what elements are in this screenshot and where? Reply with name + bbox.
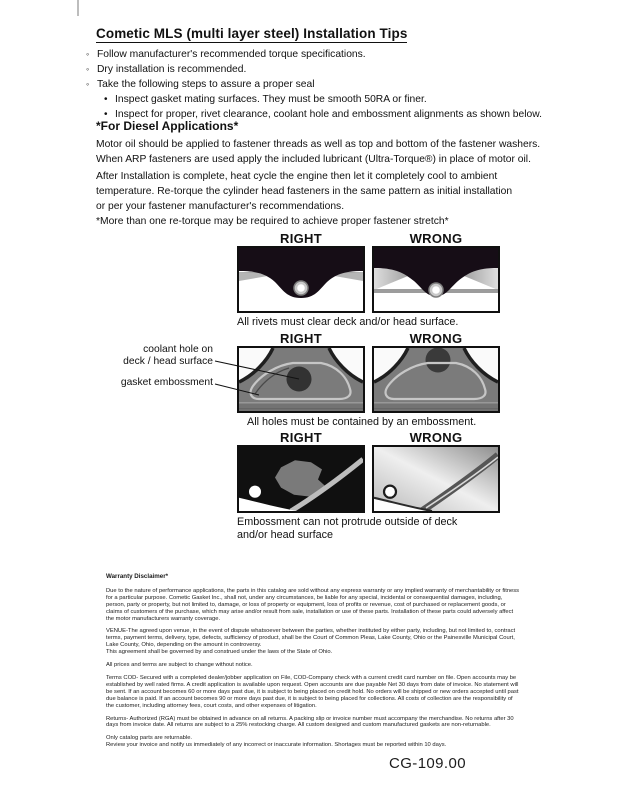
tip-text: Take the following steps to assure a proper seal: [97, 79, 315, 90]
row1-caption: All rivets must clear deck and/or head surface.: [237, 316, 459, 328]
open-bullet-icon: ◦: [86, 79, 90, 89]
annotation-pointer-lines: [205, 350, 315, 410]
paragraph-line: After Installation is complete, heat cycle the engine then let it completely cool to ambient: [96, 171, 498, 182]
embossment-right-diagram: [237, 445, 365, 513]
returnable-line: Only catalog parts are returnable.: [106, 735, 193, 742]
venue-paragraph: VENUE-The agreed upon venue, in the event of dispute whatsoever between the parties, whether instituted by either party, including, but not limited to, contract terms, payment terms, delivery, type, defects, sufficiency of product, shall be the Court of Common Pleas, Lake County, Ohio or the Painesville Municipal Court, Lake County, Ohio, depending on the amount in controversy.: [106, 628, 516, 649]
page-title: Cometic MLS (multi layer steel) Installation Tips: [96, 26, 408, 41]
rivet-clear-illustration: [239, 248, 363, 311]
terms-paragraph: Terms COD- Secured with a completed dealer/jobber application on File, COD-Company check with a current credit card number on file. Open accounts may be established by well rated firms. A credit application is available upon request. Open accounts are due payable Net 30 days from date of invoice. No statement will be sent. If an account becomes 60 or more days past due, it is subject to being placed on credit hold. No orders will be shipped or new orders accepted until past due balance is paid. If an account becomes 90 or more days past due, it is subject to being placed for collections. All costs of collection are the responsibility of the customer, including attorney fees, court costs, and other expenses of litigation.: [106, 674, 519, 709]
embossment-inside-deck-illustration: [239, 447, 363, 511]
review-line: Review your invoice and notify us immediately of any incorrect or inaccurate information. Shortages must be reported within 10 days.: [106, 742, 447, 749]
embossment-wrong-diagram: [372, 445, 500, 513]
paragraph-line: When ARP fasteners are used apply the included lubricant (Ultra-Torque®) in place of motor oil.: [96, 154, 531, 165]
venue-law-line: This agreement shall be governed by and construed under the laws of the State of Ohio.: [106, 649, 333, 656]
dot-bullet-icon: •: [104, 109, 108, 120]
wrong-label: WRONG: [409, 430, 463, 445]
warranty-disclaimer: [106, 574, 520, 749]
annotation-line: deck / head surface: [123, 355, 213, 367]
retorque-note: *More than one re-torque may be required to achieve proper fastener stretch*: [96, 216, 449, 227]
list-item: [86, 92, 542, 107]
tip-text: Follow manufacturer's recommended torque specifications.: [97, 49, 366, 60]
prices-line: All prices and terms are subject to change without notice.: [106, 662, 253, 669]
rivet-right-diagram: [237, 246, 365, 313]
right-label: RIGHT: [280, 331, 322, 346]
coolant-hole-annotation: [53, 344, 213, 367]
warranty-paragraph: Due to the nature of performance applications, the parts in this catalog are sold without any express warranty or any implied warranty of merchantability or fitness for a particular purpose. Cometic Gasket Inc., shall not, under any circumstances, be liable for any special, incidental or consequential damages, including, person, party or property, but not limited to, damage, or loss of property or equipment, loss of profits or revenue, cost of purchased or replacement goods, or claims of customers of the purchase, which may arise and/or result from sale, installation or use of these parts. Installation of these parts could adversely affect the motor manufacturers warranty coverage.: [106, 587, 520, 622]
wrong-label: WRONG: [409, 231, 463, 246]
caption-line: Embossment can not protrude outside of deck: [237, 516, 458, 528]
row2-caption: All holes must be contained by an embossment.: [247, 416, 477, 428]
coolant-hole-wrong-diagram: [372, 346, 500, 413]
diesel-paragraph-1: [96, 137, 540, 167]
right-label: RIGHT: [280, 231, 322, 246]
open-bullet-icon: ◦: [86, 49, 90, 59]
tip-text: Inspect gasket mating surfaces. They must be smooth 50RA or finer.: [115, 94, 427, 105]
right-label: RIGHT: [280, 430, 322, 445]
wrong-label: WRONG: [409, 331, 463, 346]
list-item: [86, 77, 542, 92]
rivet-touching-illustration: [374, 248, 498, 311]
catalog-page-code: CG-109.00: [389, 755, 466, 772]
paragraph-line: temperature. Re-torque the cylinder head fasteners in the same pattern as initial installation: [96, 186, 513, 197]
annotation-line: coolant hole on: [143, 344, 213, 355]
installation-tips-list: [86, 47, 542, 122]
disclaimer-heading: Warranty Disclaimer*: [106, 573, 169, 580]
list-item: [86, 62, 542, 77]
scan-edge-artifact: [77, 0, 79, 16]
embossment-protruding-illustration: [374, 447, 498, 511]
tip-text: Dry installation is recommended.: [97, 64, 247, 75]
list-item: [86, 47, 542, 62]
diesel-applications-heading: *For Diesel Applications*: [96, 119, 239, 133]
open-bullet-icon: ◦: [86, 64, 90, 74]
tip-text: Inspect for proper, rivet clearance, coolant hole and embossment alignments as shown below.: [115, 109, 542, 120]
diesel-paragraph-2: [96, 169, 512, 214]
rivet-wrong-diagram: [372, 246, 500, 313]
gasket-embossment-annotation: gasket embossment: [120, 377, 213, 388]
caption-line: and/or head surface: [237, 529, 334, 541]
dot-bullet-icon: •: [104, 94, 108, 105]
paragraph-line: Motor oil should be applied to fastener threads as well as top and bottom of the fastener washers.: [96, 139, 541, 150]
paragraph-line: or per your fastener manufacturer's recommendations.: [96, 201, 345, 212]
hole-outside-embossment-illustration: [374, 348, 498, 411]
returns-paragraph: Returns- Authorized (RGA) must be obtained in advance on all returns. A packing slip or invoice number must accompany the merchandise. No returns after 30 days from invoice date. All returns are subject to a 25% restocking charge. All custom designed and custom manufactured gaskets are non-returnable.: [106, 715, 514, 729]
row3-caption: [237, 516, 457, 542]
